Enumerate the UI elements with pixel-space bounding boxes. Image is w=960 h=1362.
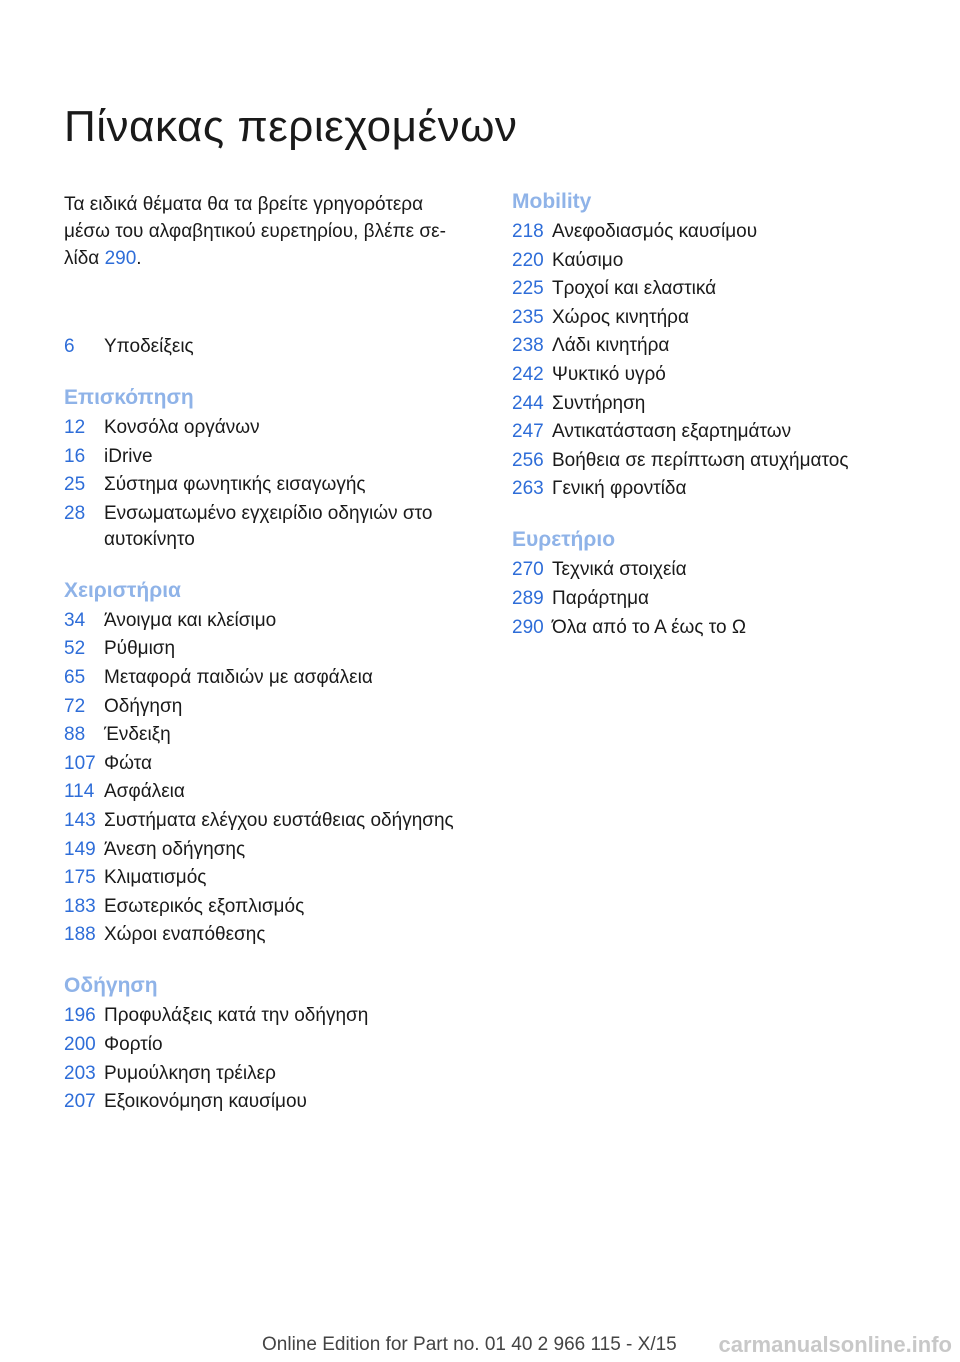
toc-entry-label[interactable]: Προφυλάξεις κατά την οδήγηση xyxy=(104,1005,369,1027)
toc-entry-label[interactable]: Σύστημα φωνητικής εισαγωγής xyxy=(104,474,366,496)
toc-page-number[interactable]: 175 xyxy=(64,867,96,889)
right-toc-sections xyxy=(512,188,922,641)
toc-entry-label[interactable]: Συστήματα ελέγχου ευστάθειας οδήγησης xyxy=(104,809,454,831)
toc-entry[interactable] xyxy=(512,219,922,245)
toc-page-number[interactable]: 263 xyxy=(512,478,544,500)
toc-page-number[interactable]: 247 xyxy=(512,421,544,443)
toc-entry-label[interactable]: Ένδειξη xyxy=(104,724,171,746)
toc-page-number[interactable]: 88 xyxy=(64,724,86,746)
toc-entry[interactable] xyxy=(64,665,474,691)
toc-page-number[interactable]: 220 xyxy=(512,249,544,271)
toc-entry-label[interactable]: Φώτα xyxy=(104,752,152,774)
toc-entry[interactable] xyxy=(64,1089,474,1115)
toc-entry-label[interactable]: Αντικατάσταση εξαρτημάτων xyxy=(552,421,792,443)
toc-section xyxy=(64,384,474,553)
toc-entry-label[interactable]: Όλα από το Α έως το Ω xyxy=(552,616,747,638)
toc-entry[interactable] xyxy=(64,894,474,920)
toc-page-number[interactable]: 200 xyxy=(64,1033,96,1055)
toc-entry-label[interactable]: Ψυκτικό υγρό xyxy=(552,363,666,385)
toc-section xyxy=(512,526,922,640)
toc-entry[interactable] xyxy=(512,305,922,331)
toc-entry[interactable] xyxy=(64,1003,474,1029)
toc-entry[interactable] xyxy=(512,586,922,612)
toc-entry[interactable] xyxy=(512,615,922,641)
toc-page-number[interactable]: 188 xyxy=(64,924,96,946)
toc-entry-label[interactable]: Ασφάλεια xyxy=(104,781,185,803)
toc-page-number[interactable]: 143 xyxy=(64,809,96,831)
toc-entry-label[interactable]: Τεχνικά στοιχεία xyxy=(552,559,687,581)
toc-entry[interactable] xyxy=(64,751,474,777)
toc-page-number[interactable]: 72 xyxy=(64,695,86,717)
toc-entry[interactable] xyxy=(64,608,474,634)
toc-entry-label[interactable]: Χώροι εναπόθεσης xyxy=(104,924,266,946)
toc-page-number[interactable]: 65 xyxy=(64,666,86,688)
toc-entry-label[interactable]: Κλιματισμός xyxy=(104,867,207,889)
toc-page-number[interactable]: 242 xyxy=(512,363,544,385)
toc-section xyxy=(64,577,474,949)
toc-entry-label[interactable]: Βοήθεια σε περίπτωση ατυχήματος xyxy=(552,449,849,471)
toc-page-number[interactable]: 52 xyxy=(64,638,86,660)
toc-entry[interactable] xyxy=(64,415,474,441)
toc-page-number[interactable]: 196 xyxy=(64,1005,96,1027)
toc-entry[interactable] xyxy=(64,501,474,553)
toc-entry-label[interactable]: Φορτίο xyxy=(104,1033,163,1055)
toc-entry[interactable] xyxy=(64,922,474,948)
left-toc-sections xyxy=(64,334,474,1115)
toc-entry-label[interactable]: Μεταφορά παιδιών με ασφάλεια xyxy=(104,666,373,688)
edition-note: Online Edition for Part no. 01 40 2 966 115 - X/15 xyxy=(262,1334,677,1355)
toc-entry[interactable] xyxy=(64,444,474,470)
toc-page-number[interactable]: 28 xyxy=(64,502,86,524)
toc-entry[interactable] xyxy=(64,636,474,662)
toc-page-number[interactable]: 203 xyxy=(64,1062,96,1084)
toc-entry-label[interactable]: Τροχοί και ελαστικά xyxy=(552,278,717,300)
toc-page-number[interactable]: 183 xyxy=(64,895,96,917)
toc-entry-label[interactable]: Άνεση οδήγησης xyxy=(104,838,246,860)
intro-end: . xyxy=(136,248,142,269)
toc-page-number[interactable]: 289 xyxy=(512,587,544,609)
toc-page-number[interactable]: 270 xyxy=(512,559,544,581)
section-heading[interactable]: Οδήγηση xyxy=(64,974,158,998)
toc-entry[interactable] xyxy=(64,722,474,748)
toc-page-number[interactable]: 114 xyxy=(64,781,95,803)
toc-entry[interactable] xyxy=(512,476,922,502)
toc-entry[interactable] xyxy=(64,837,474,863)
toc-entry-label[interactable]: Κονσόλα οργάνων xyxy=(104,417,260,438)
toc-entry[interactable] xyxy=(512,248,922,274)
section-heading[interactable]: Χειριστήρια xyxy=(64,578,181,602)
toc-entry[interactable] xyxy=(64,808,474,834)
intro-text: Τα ειδικά θέματα θα τα βρείτε γρηγορότερα μέσω του αλφαβητικού ευρετηρίου, βλέπε σε- λίδα xyxy=(64,194,446,269)
toc-page-number[interactable]: 34 xyxy=(64,609,86,631)
toc-page-number[interactable]: 225 xyxy=(512,278,544,300)
toc-entry[interactable] xyxy=(512,448,922,474)
toc-page-number[interactable]: 235 xyxy=(512,306,544,328)
section-heading[interactable]: Mobility xyxy=(512,190,592,213)
toc-page-number[interactable]: 107 xyxy=(64,752,96,774)
toc-entry[interactable] xyxy=(512,557,922,583)
toc-entry-label[interactable]: Συντήρηση xyxy=(552,392,646,414)
toc-entry[interactable] xyxy=(64,694,474,720)
toc-entry[interactable] xyxy=(512,333,922,359)
section-heading[interactable]: Επισκόπηση xyxy=(64,386,194,409)
toc-page-number[interactable]: 290 xyxy=(512,616,544,638)
toc-page-number[interactable]: 25 xyxy=(64,474,86,496)
toc-entry-label[interactable]: Καύσιμο xyxy=(552,249,624,271)
watermark: carmanualsonline.info xyxy=(718,1332,952,1357)
toc-entry-label[interactable]: Ρύθμιση xyxy=(104,638,176,660)
toc-entry[interactable] xyxy=(64,334,474,360)
toc-page-number[interactable]: 6 xyxy=(64,336,75,357)
toc-section xyxy=(512,188,922,502)
toc-section xyxy=(64,334,474,360)
toc-page-number[interactable]: 16 xyxy=(64,445,86,467)
toc-entry[interactable] xyxy=(512,419,922,445)
toc-page-number[interactable]: 149 xyxy=(64,838,96,860)
section-heading[interactable]: Ευρετήριο xyxy=(512,528,616,552)
right-column xyxy=(512,188,922,665)
toc-entry-label[interactable]: Εσωτερικός εξοπλισμός xyxy=(104,895,305,917)
toc-entry[interactable] xyxy=(512,362,922,388)
toc-entry[interactable] xyxy=(512,391,922,417)
toc-page-number[interactable]: 256 xyxy=(512,449,544,471)
toc-page-number[interactable]: 218 xyxy=(512,221,544,242)
toc-entry-label[interactable]: Άνοιγμα και κλείσιμο xyxy=(104,609,277,631)
toc-entry[interactable] xyxy=(512,276,922,302)
index-page-link[interactable]: 290 xyxy=(104,248,137,269)
toc-entry-label[interactable]: Υποδείξεις xyxy=(104,336,194,357)
toc-entry[interactable] xyxy=(64,779,474,805)
toc-entry-label[interactable]: Χώρος κινητήρα xyxy=(552,306,689,328)
toc-page-number[interactable]: 12 xyxy=(64,417,86,438)
toc-entry-label[interactable]: iDrive xyxy=(104,445,153,467)
toc-entry-label[interactable]: Γενική φροντίδα xyxy=(552,478,687,500)
toc-entry[interactable] xyxy=(64,865,474,891)
toc-entry-label[interactable]: Εξοικονόμηση καυσίμου xyxy=(104,1091,307,1113)
toc-page-number[interactable]: 244 xyxy=(512,392,544,414)
intro-paragraph xyxy=(64,188,474,272)
toc-entry-label[interactable]: Παράρτημα xyxy=(552,587,650,609)
toc-entry[interactable] xyxy=(64,1061,474,1087)
toc-entry-label[interactable]: Οδήγηση xyxy=(104,695,183,717)
toc-page-number[interactable]: 238 xyxy=(512,335,544,357)
toc-entry-label[interactable]: Ανεφοδιασμός καυσίμου xyxy=(552,221,758,242)
toc-section xyxy=(64,972,474,1115)
toc-entry-label[interactable]: Ρυμούλκηση τρέιλερ xyxy=(104,1062,276,1084)
toc-entry-label[interactable]: Λάδι κινητήρα xyxy=(552,335,670,357)
toc-entry-label[interactable]: Ενσωματωμένο εγχειρίδιο οδηγιών στο αυτοκίνητο xyxy=(104,502,433,550)
left-column xyxy=(64,188,474,1139)
toc-page-number[interactable]: 207 xyxy=(64,1091,96,1113)
page-title: Πίνακας περιεχομένων xyxy=(64,102,518,151)
toc-entry[interactable] xyxy=(64,472,474,498)
toc-entry[interactable] xyxy=(64,1032,474,1058)
